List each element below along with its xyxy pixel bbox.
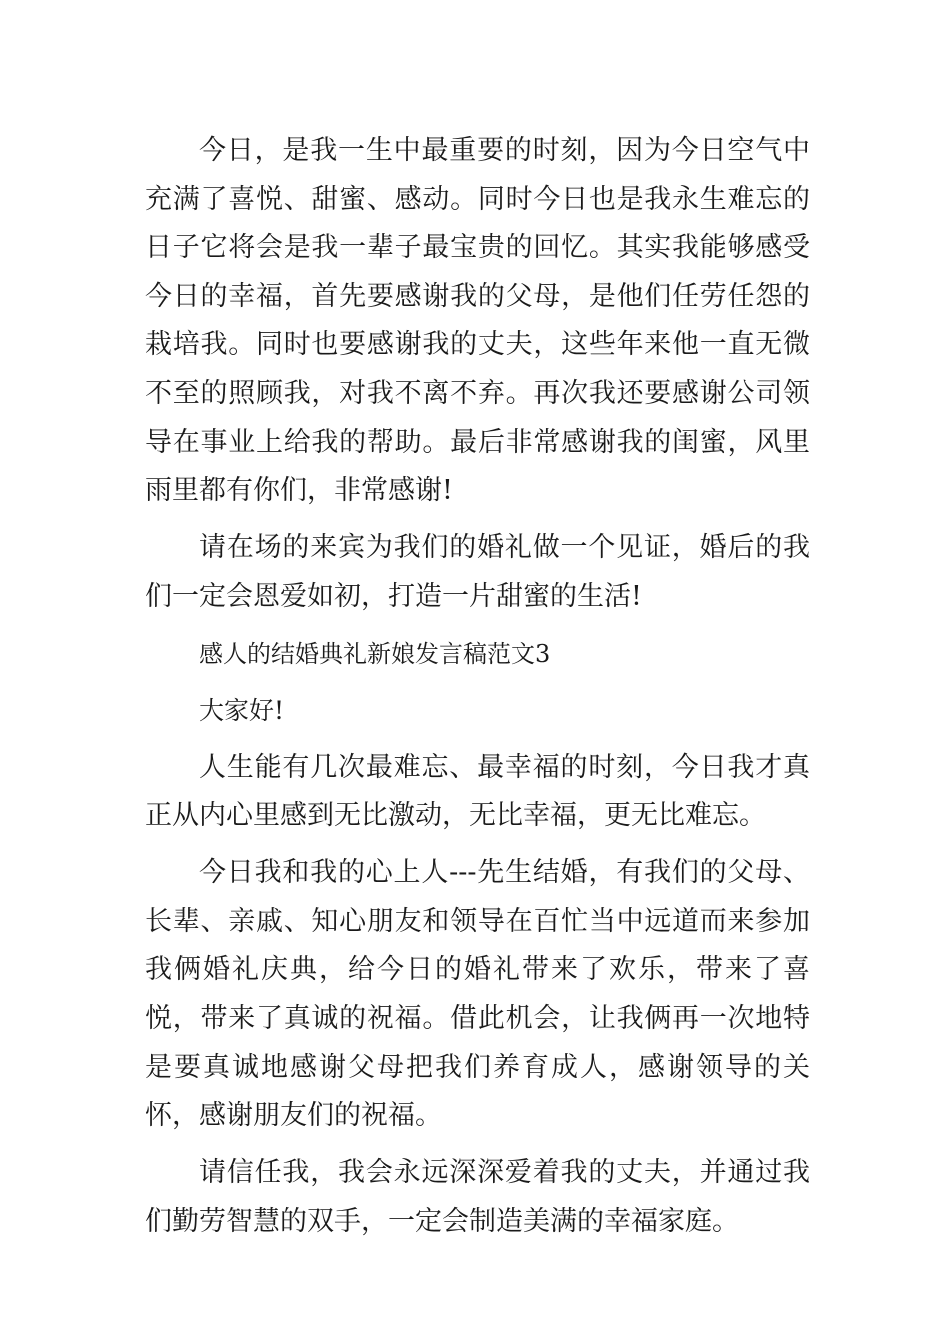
section-title: 感人的结婚典礼新娘发言稿范文3 [199, 639, 551, 668]
document-body [145, 127, 810, 1255]
paragraph-witness: 请在场的来宾为我们的婚礼做一个见证，婚后的我们一定会恩爱如初，打造一片甜蜜的生活! [145, 532, 810, 612]
paragraph-thanks: 今日，是我一生中最重要的时刻，因为今日空气中充满了喜悦、甜蜜、感动。同时今日也是我永生难忘的日子它将会是我一辈子最宝贵的回忆。其实我能够感受今日的幸福，首先要感谢我的父母，是他们任劳任怨的栽培我。同时也要感谢我的丈夫，这些年来他一直无微不至的照顾我，对我不离不弃。再次我还要感谢公司领导在事业上给我的帮助。最后非常感谢我的闺蜜，风里雨里都有你们，非常感谢! [145, 135, 810, 507]
paragraph-wedding: 今日我和我的心上人---先生结婚，有我们的父母、长辈、亲戚、知心朋友和领导在百忙当中远道而来参加我俩婚礼庆典，给今日的婚礼带来了欢乐，带来了喜悦，带来了真诚的祝福。借此机会，让我俩再一次地特是要真诚地感谢父母把我们养育成人，感谢领导的关怀，感谢朋友们的祝福。 [145, 857, 810, 1132]
paragraph-memorable: 人生能有几次最难忘、最幸福的时刻，今日我才真正从内心里感到无比激动，无比幸福，更无比难忘。 [145, 751, 810, 832]
paragraph-promise: 请信任我，我会永远深深爱着我的丈夫，并通过我们勤劳智慧的双手，一定会制造美满的幸福家庭。 [145, 1157, 810, 1237]
greeting: 大家好! [199, 695, 285, 725]
